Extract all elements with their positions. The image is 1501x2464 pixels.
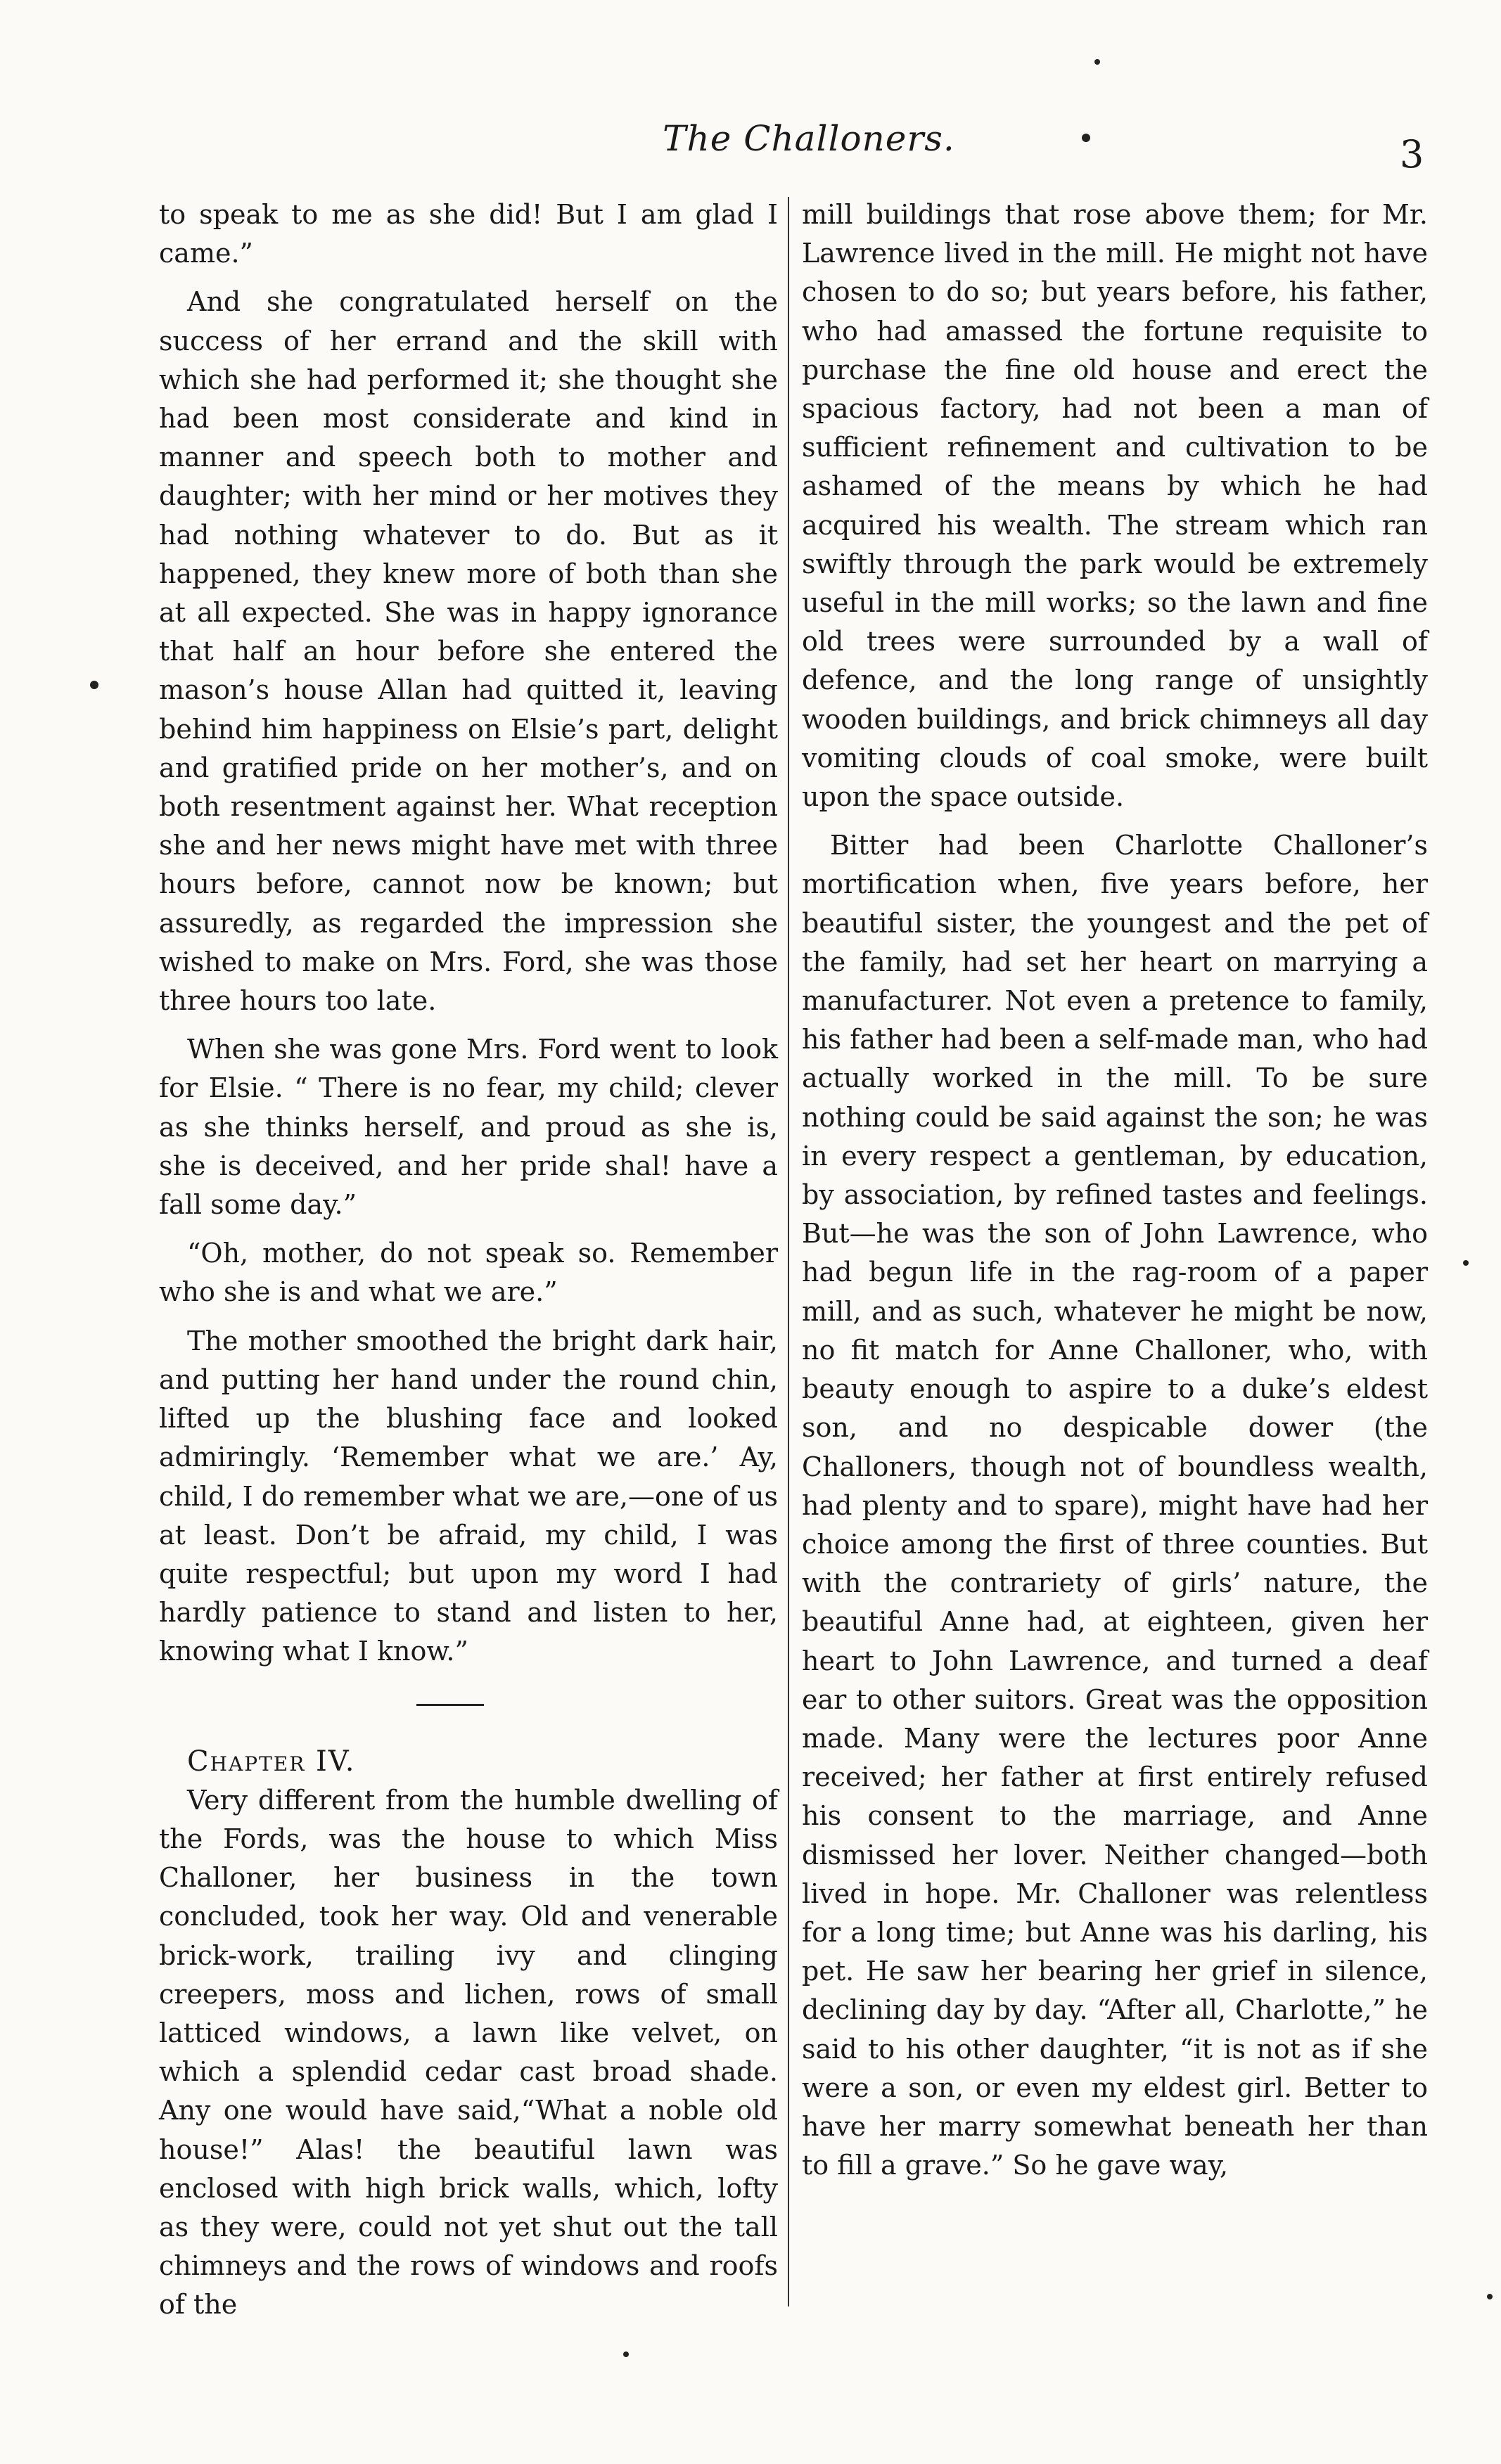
paragraph: And she congratulated herself on the success of her errand and the skill with which she had performed it; she thought she had been most considerate and kind in manner and speech both to mother and daughter; with her mind or her motives they had nothing whatever to do. But as it happened, they knew more of both than she at all expected. She was in happy ignorance that half an hour before she entered the mason’s house Allan had quitted it, leaving behind him happiness on Elsie’s part, delight and gratified pride on her mother’s, and on both resentment against her. What reception she and her news might have met with three hours before, cannot now be known; but assuredly, as regarded the impression she wished to make on Mrs. Ford, she was those three hours too late. bbox=[159, 286, 778, 1017]
right-column bbox=[802, 195, 1428, 2185]
paragraph: The mother smoothed the bright dark hair, and putting her hand under the round chin, lifted up the blushing face and looked admiringly. ‘Remember what we are.’ Ay, child, I do remember what we are,—one of us at least. Don’t be afraid, my child, I was quite respectful; but upon my word I had hardly patience to stand and listen to her, knowing what I know.” bbox=[159, 1325, 778, 1667]
column-divider bbox=[788, 197, 789, 2306]
ink-speck bbox=[1487, 2294, 1493, 2299]
left-column bbox=[159, 195, 778, 2325]
page-number: 3 bbox=[1400, 132, 1424, 177]
chapter-heading-text: Chapter IV. bbox=[187, 1745, 356, 1778]
ink-speck bbox=[623, 2351, 629, 2357]
chapter-heading bbox=[159, 1743, 778, 1781]
paragraph: “Oh, mother, do not speak so. Remember who she is and what we are.” bbox=[159, 1238, 778, 1308]
paragraph: mill buildings that rose above them; for Mr. Lawrence lived in the mill. He might not have chosen to do so; but years before, his father, who had amassed the fortune requisite to purchase the fine old house and erect the spacious factory, had not been a man of sufficient refinement and cultivation to be ashamed of the means by which he had acquired his wealth. The stream which ran swiftly through the park would be extremely useful in the mill works; so the lawn and fine old trees were surrounded by a wall of defence, and the long range of unsightly wooden buildings, and brick chimneys all day vomiting clouds of coal smoke, were built upon the space outside. bbox=[802, 199, 1428, 813]
ink-speck bbox=[1463, 1260, 1469, 1266]
chapter-divider-rule bbox=[416, 1704, 484, 1706]
paragraph: When she was gone Mrs. Ford went to look for Elsie. “ There is no fear, my child; clever as she thinks herself, and proud as she is, she is deceived, and her pride shal! have a fall some day.” bbox=[159, 1034, 778, 1221]
ink-speck bbox=[1082, 134, 1090, 142]
paragraph: Very different from the humble dwelling of the Fords, was the house to which Miss Challoner, her business in the town concluded, took her way. Old and venerable brick-work, trailing ivy and clinging creepers, moss and lichen, rows of small latticed windows, a lawn like velvet, on which a splendid cedar cast broad shade. Any one would have said,“What a noble old house!” Alas! the beautiful lawn was enclosed with high brick walls, which, lofty as they were, could not yet shut out the tall chimneys and the rows of windows and roofs of the bbox=[159, 1784, 778, 2321]
ink-speck bbox=[90, 681, 98, 689]
ink-speck bbox=[1094, 59, 1100, 65]
running-title: The Challoners. bbox=[663, 118, 955, 159]
paragraph: to speak to me as she did! But I am glad I came.” bbox=[159, 199, 778, 269]
paragraph: Bitter had been Charlotte Challoner’s mortification when, five years before, her beautiful sister, the youngest and the pet of the family, had set her heart on marrying a manufacturer. Not even a pretence to family, his father had been a self-made man, who had actually worked in the mill. To be sure nothing could be said against the son; he was in every respect a gentleman, by education, by association, by refined tastes and feelings. But—he was the son of John Lawrence, who had begun life in the rag-room of a paper mill, and as such, whatever he might be now, no fit match for Anne Challoner, who, with beauty enough to aspire to a duke’s eldest son, and no despicable dower (the Challoners, though not of boundless wealth, had plenty and to spare), might have had her choice among the first of three counties. But with the contrariety of girls’ nature, the beautiful Anne had, at eighteen, given her heart to John Lawrence, and turned a deaf ear to other suitors. Great was the opposition made. Many were the lectures poor Anne received; her father at first entirely refused his consent to the marriage, and Anne dismissed her lover. Neither changed—both lived in hope. Mr. Challoner was relentless for a long time; but Anne was his darling, his pet. He saw her bearing her grief in silence, declining day by day. “After all, Charlotte,” he said to his other daughter, “it is not as if she were a son, or even my eldest girl. Better to have her marry somewhat beneath her than to fill a grave.” So he gave way, bbox=[802, 830, 1428, 2181]
